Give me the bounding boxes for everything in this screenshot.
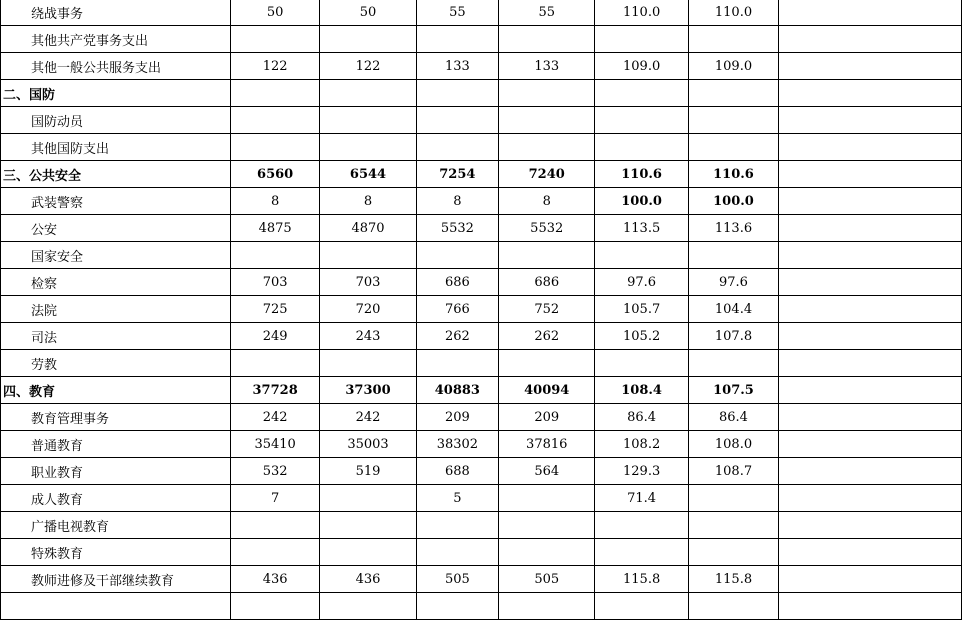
table-row	[1, 242, 962, 269]
value-cell[interactable]: 725	[230, 296, 319, 323]
value-cell[interactable]: 436	[230, 566, 319, 593]
table-row	[1, 404, 962, 431]
value-cell[interactable]: 110.6	[688, 161, 778, 188]
value-cell[interactable]	[320, 539, 416, 566]
table-row	[1, 107, 962, 134]
table-row	[1, 296, 962, 323]
value-cell[interactable]: 686	[416, 269, 498, 296]
item-label-cell[interactable]: 特殊教育	[1, 539, 231, 566]
item-label-cell[interactable]: 检察	[1, 269, 231, 296]
value-cell[interactable]: 436	[320, 566, 416, 593]
item-label-cell[interactable]: 其他国防支出	[1, 134, 231, 161]
value-cell[interactable]: 100.0	[688, 188, 778, 215]
value-cell[interactable]: 6544	[320, 161, 416, 188]
value-cell[interactable]: 532	[230, 458, 319, 485]
value-cell[interactable]: 752	[499, 296, 595, 323]
value-cell[interactable]	[595, 134, 688, 161]
value-cell[interactable]	[230, 539, 319, 566]
value-cell[interactable]: 5532	[416, 215, 498, 242]
value-cell[interactable]: 6560	[230, 161, 319, 188]
value-cell[interactable]	[230, 350, 319, 377]
item-label-cell[interactable]: 职业教育	[1, 458, 231, 485]
value-cell[interactable]	[688, 242, 778, 269]
value-cell[interactable]	[320, 350, 416, 377]
value-cell[interactable]	[688, 485, 778, 512]
value-cell[interactable]	[230, 134, 319, 161]
value-cell[interactable]	[230, 26, 319, 53]
table-body	[1, 0, 962, 620]
item-label-cell[interactable]: 司法	[1, 323, 231, 350]
item-label-cell[interactable]: 其他共产党事务支出	[1, 26, 231, 53]
item-label-cell[interactable]: 公安	[1, 215, 231, 242]
item-label-cell[interactable]: 国防动员	[1, 107, 231, 134]
item-label-cell[interactable]: 成人教育	[1, 485, 231, 512]
value-cell[interactable]: 242	[320, 404, 416, 431]
empty-cell[interactable]	[779, 296, 962, 323]
value-cell[interactable]	[416, 350, 498, 377]
table-row	[1, 431, 962, 458]
item-label-cell[interactable]: 绕战事务	[1, 0, 231, 26]
empty-cell[interactable]	[779, 485, 962, 512]
value-cell[interactable]: 108.0	[688, 431, 778, 458]
empty-cell[interactable]	[779, 188, 962, 215]
value-cell[interactable]: 7	[230, 485, 319, 512]
value-cell[interactable]: 109.0	[688, 53, 778, 80]
value-cell[interactable]	[595, 512, 688, 539]
empty-cell[interactable]	[779, 404, 962, 431]
value-cell[interactable]: 243	[320, 323, 416, 350]
value-cell[interactable]	[499, 134, 595, 161]
value-cell[interactable]: 107.5	[688, 377, 778, 404]
value-cell[interactable]	[688, 107, 778, 134]
value-cell[interactable]	[416, 107, 498, 134]
table-row	[1, 566, 962, 593]
value-cell[interactable]: 688	[416, 458, 498, 485]
value-cell[interactable]	[688, 26, 778, 53]
value-cell[interactable]	[688, 80, 778, 107]
empty-cell[interactable]	[779, 350, 962, 377]
value-cell[interactable]	[320, 485, 416, 512]
value-cell[interactable]	[499, 350, 595, 377]
value-cell[interactable]	[320, 26, 416, 53]
value-cell[interactable]	[320, 80, 416, 107]
value-cell[interactable]	[416, 26, 498, 53]
value-cell[interactable]: 50	[320, 0, 416, 26]
item-label-cell[interactable]: 普通教育	[1, 431, 231, 458]
empty-cell[interactable]	[779, 323, 962, 350]
value-cell[interactable]	[416, 242, 498, 269]
value-cell[interactable]: 505	[499, 566, 595, 593]
value-cell[interactable]: 766	[416, 296, 498, 323]
value-cell[interactable]	[320, 242, 416, 269]
value-cell[interactable]	[688, 539, 778, 566]
table-row	[1, 485, 962, 512]
value-cell[interactable]: 110.6	[595, 161, 688, 188]
value-cell[interactable]: 129.3	[595, 458, 688, 485]
empty-cell[interactable]	[779, 161, 962, 188]
item-label-cell[interactable]: 教师进修及干部继续教育	[1, 566, 231, 593]
value-cell[interactable]: 35410	[230, 431, 319, 458]
value-cell[interactable]: 720	[320, 296, 416, 323]
empty-cell[interactable]	[779, 242, 962, 269]
value-cell[interactable]: 97.6	[688, 269, 778, 296]
value-cell[interactable]: 262	[416, 323, 498, 350]
value-cell[interactable]	[499, 80, 595, 107]
table-row	[1, 0, 962, 26]
value-cell[interactable]: 5532	[499, 215, 595, 242]
value-cell[interactable]: 110.0	[688, 0, 778, 26]
value-cell[interactable]: 8	[230, 188, 319, 215]
value-cell[interactable]: 104.4	[688, 296, 778, 323]
table-row	[1, 323, 962, 350]
value-cell[interactable]	[416, 134, 498, 161]
value-cell[interactable]: 703	[230, 269, 319, 296]
value-cell[interactable]: 262	[499, 323, 595, 350]
value-cell[interactable]	[595, 26, 688, 53]
value-cell[interactable]: 209	[499, 404, 595, 431]
value-cell[interactable]: 703	[320, 269, 416, 296]
value-cell[interactable]: 115.8	[688, 566, 778, 593]
empty-cell[interactable]	[779, 53, 962, 80]
value-cell[interactable]	[230, 107, 319, 134]
value-cell[interactable]: 50	[230, 0, 319, 26]
value-cell[interactable]	[688, 350, 778, 377]
value-cell[interactable]	[499, 539, 595, 566]
value-cell[interactable]: 105.2	[595, 323, 688, 350]
value-cell[interactable]: 4875	[230, 215, 319, 242]
value-cell[interactable]: 108.4	[595, 377, 688, 404]
value-cell[interactable]	[320, 512, 416, 539]
value-cell[interactable]	[499, 26, 595, 53]
empty-cell[interactable]	[779, 269, 962, 296]
empty-cell[interactable]	[779, 512, 962, 539]
empty-cell[interactable]	[779, 134, 962, 161]
value-cell[interactable]: 100.0	[595, 188, 688, 215]
item-label-cell[interactable]: 教育管理事务	[1, 404, 231, 431]
table-row	[1, 161, 962, 188]
value-cell[interactable]	[499, 107, 595, 134]
table-row	[1, 53, 962, 80]
value-cell[interactable]	[416, 539, 498, 566]
table-row	[1, 512, 962, 539]
item-label-cell[interactable]: 劳教	[1, 350, 231, 377]
value-cell[interactable]: 71.4	[595, 485, 688, 512]
value-cell[interactable]: 109.0	[595, 53, 688, 80]
empty-cell[interactable]	[779, 215, 962, 242]
value-cell[interactable]: 97.6	[595, 269, 688, 296]
value-cell[interactable]: 519	[320, 458, 416, 485]
value-cell[interactable]: 8	[499, 188, 595, 215]
value-cell[interactable]: 40883	[416, 377, 498, 404]
table-row	[1, 80, 962, 107]
table-row	[1, 539, 962, 566]
table-row	[1, 26, 962, 53]
value-cell[interactable]	[320, 107, 416, 134]
value-cell[interactable]: 564	[499, 458, 595, 485]
value-cell[interactable]: 105.7	[595, 296, 688, 323]
value-cell[interactable]	[595, 350, 688, 377]
value-cell[interactable]	[320, 134, 416, 161]
value-cell[interactable]: 55	[416, 0, 498, 26]
value-cell[interactable]	[416, 512, 498, 539]
value-cell[interactable]: 242	[230, 404, 319, 431]
value-cell[interactable]: 133	[416, 53, 498, 80]
empty-cell[interactable]	[779, 458, 962, 485]
value-cell[interactable]: 113.5	[595, 215, 688, 242]
table-row	[1, 134, 962, 161]
empty-cell[interactable]	[779, 80, 962, 107]
value-cell[interactable]: 122	[230, 53, 319, 80]
value-cell[interactable]: 35003	[320, 431, 416, 458]
empty-cell[interactable]	[779, 0, 962, 26]
value-cell[interactable]	[595, 242, 688, 269]
item-label-cell[interactable]: 武装警察	[1, 188, 231, 215]
item-label-cell[interactable]: 法院	[1, 296, 231, 323]
value-cell[interactable]	[499, 242, 595, 269]
value-cell[interactable]: 86.4	[688, 404, 778, 431]
table-row	[1, 188, 962, 215]
value-cell[interactable]	[595, 80, 688, 107]
value-cell[interactable]: 7254	[416, 161, 498, 188]
value-cell[interactable]: 108.7	[688, 458, 778, 485]
empty-cell[interactable]	[779, 377, 962, 404]
value-cell[interactable]: 115.8	[595, 566, 688, 593]
value-cell[interactable]: 113.6	[688, 215, 778, 242]
table-row	[1, 269, 962, 296]
value-cell[interactable]	[499, 485, 595, 512]
category-label-cell[interactable]: 四、教育	[1, 377, 231, 404]
value-cell[interactable]	[595, 107, 688, 134]
value-cell[interactable]: 249	[230, 323, 319, 350]
value-cell[interactable]: 505	[416, 566, 498, 593]
value-cell[interactable]: 133	[499, 53, 595, 80]
category-label-cell[interactable]: 三、公共安全	[1, 161, 231, 188]
value-cell[interactable]: 108.2	[595, 431, 688, 458]
table-row	[1, 458, 962, 485]
value-cell[interactable]: 5	[416, 485, 498, 512]
empty-cell[interactable]	[779, 566, 962, 593]
value-cell[interactable]: 4870	[320, 215, 416, 242]
value-cell[interactable]	[230, 512, 319, 539]
item-label-cell[interactable]: 广播电视教育	[1, 512, 231, 539]
value-cell[interactable]	[688, 512, 778, 539]
empty-cell[interactable]	[779, 26, 962, 53]
value-cell[interactable]	[595, 539, 688, 566]
item-label-cell[interactable]: 国家安全	[1, 242, 231, 269]
table-row	[1, 350, 962, 377]
value-cell[interactable]: 37300	[320, 377, 416, 404]
table-row	[1, 377, 962, 404]
value-cell[interactable]	[230, 242, 319, 269]
empty-cell[interactable]	[779, 431, 962, 458]
value-cell[interactable]: 8	[320, 188, 416, 215]
value-cell[interactable]: 38302	[416, 431, 498, 458]
item-label-cell[interactable]: 其他一般公共服务支出	[1, 53, 231, 80]
value-cell[interactable]: 55	[499, 0, 595, 26]
value-cell[interactable]: 209	[416, 404, 498, 431]
empty-cell[interactable]	[779, 539, 962, 566]
value-cell[interactable]: 86.4	[595, 404, 688, 431]
value-cell[interactable]: 107.8	[688, 323, 778, 350]
value-cell[interactable]: 8	[416, 188, 498, 215]
empty-cell[interactable]	[779, 107, 962, 134]
value-cell[interactable]: 122	[320, 53, 416, 80]
value-cell[interactable]	[230, 80, 319, 107]
category-label-cell[interactable]: 二、国防	[1, 80, 231, 107]
value-cell[interactable]: 40094	[499, 377, 595, 404]
value-cell[interactable]	[688, 134, 778, 161]
value-cell[interactable]	[416, 80, 498, 107]
value-cell[interactable]	[499, 512, 595, 539]
value-cell[interactable]: 110.0	[595, 0, 688, 26]
value-cell[interactable]: 7240	[499, 161, 595, 188]
value-cell[interactable]: 37816	[499, 431, 595, 458]
value-cell[interactable]: 686	[499, 269, 595, 296]
value-cell[interactable]: 37728	[230, 377, 319, 404]
table-row	[1, 215, 962, 242]
